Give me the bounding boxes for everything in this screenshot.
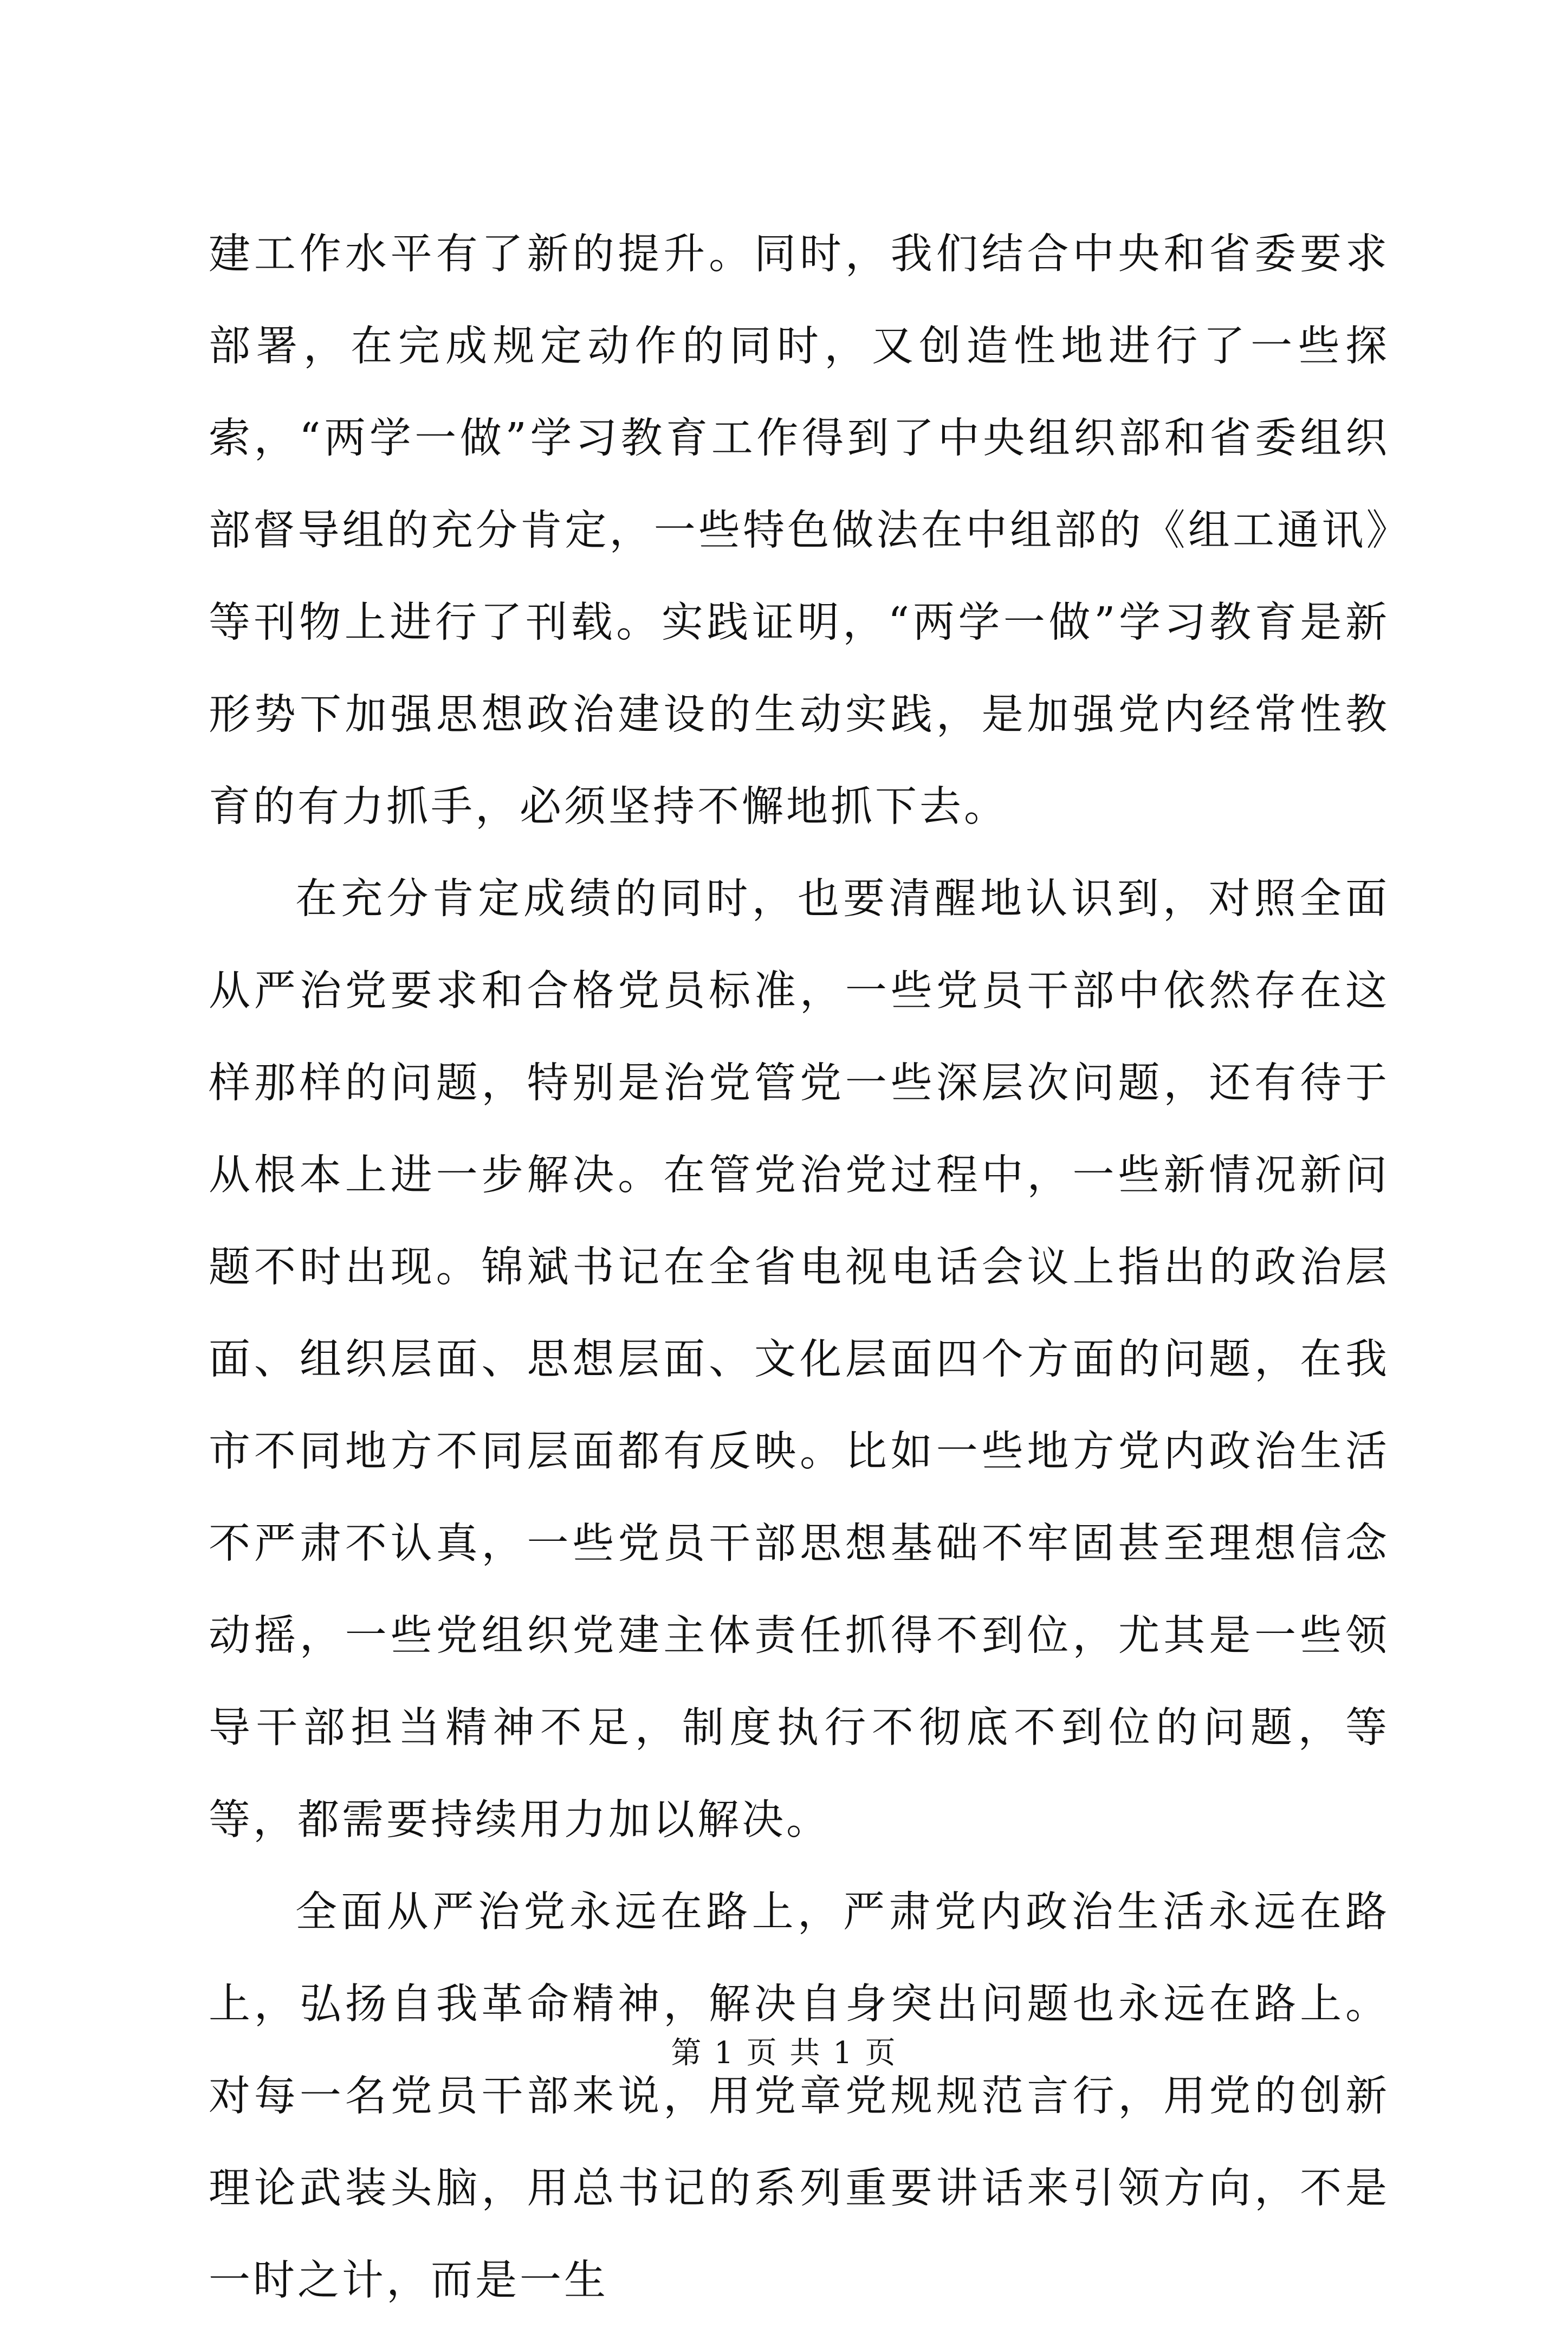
page-footer: 第 1 页 共 1 页 xyxy=(671,2036,897,2071)
paragraph-3: 全面从严治党永远在路上，严肃党内政治生活永远在路上，弘扬自我革命精神，解决自身突出问题也永远在路上。对每一名党员干部来说，用党章党规规范言行，用党的创新理论武装头脑，用总书记的系列重要讲话来引领方向，不是一时之计，而是一生 xyxy=(209,1888,1390,2305)
document-body xyxy=(209,209,1390,2327)
paragraph-1: 建工作水平有了新的提升。同时，我们结合中央和省委要求部署，在完成规定动作的同时，又创造性地进行了一些探索，“两学一做”学习教育工作得到了中央组织部和省委组织部督导组的充分肯定，一些特色做法在中组部的《组工通讯》等刊物上进行了刊载。实践证明，“两学一做”学习教育是新形势下加强思想政治建设的生动实践，是加强党内经常性教育的有力抓手，必须坚持不懈地抓下去。 xyxy=(209,230,1390,831)
paragraph-2: 在充分肯定成绩的同时，也要清醒地认识到，对照全面从严治党要求和合格党员标准，一些党员干部中依然存在这样那样的问题，特别是治党管党一些深层次问题，还有待于从根本上进一步解决。在管党治党过程中，一些新情况新问题不时出现。锦斌书记在全省电视电话会议上指出的政治层面、组织层面、思想层面、文化层面四个方面的问题，在我市不同地方不同层面都有反映。比如一些地方党内政治生活不严肃不认真，一些党员干部思想基础不牢固甚至理想信念动摇，一些党组织党建主体责任抓得不到位，尤其是一些领导干部担当精神不足，制度执行不彻底不到位的问题，等等，都需要持续用力加以解决。 xyxy=(209,875,1390,1844)
